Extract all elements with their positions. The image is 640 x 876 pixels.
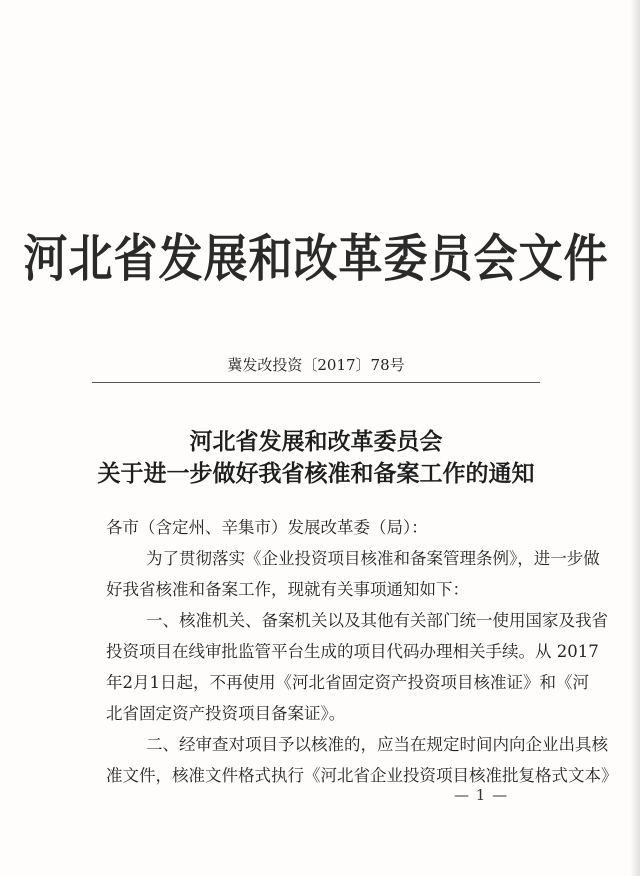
body-line: 一、核准机关、备案机关以及其他有关部门统一使用国家及我省 [146,611,608,630]
body-line: 北省固定资产投资项目备案证》。 [106,704,346,723]
body-line: 年2月1日起，不再使用《河北省固定资产投资项目核准证》和《河 [106,673,589,692]
notice-title-line-2: 关于进一步做好我省核准和备案工作的通知 [97,460,535,487]
body-line: 二、经审查对项目予以核准的，应当在规定时间内向企业出具核 [146,735,608,754]
document-number: 冀发改投资〔2017〕78号 [227,356,405,374]
header-divider [92,382,540,383]
notice-title-line-1: 河北省发展和改革委员会 [189,428,443,455]
body-line: 投资项目在线审批监管平台生成的项目代码办理相关手续。从 2017 [106,642,599,661]
scan-edge-shadow [630,0,640,876]
body-line: 好我省核准和备案工作，现就有关事项通知如下： [106,580,469,599]
page-number: — 1 — [454,786,509,804]
body-line: 准文件，核准文件格式执行《河北省企业投资项目核准批复格式文本》 [106,766,618,785]
document-header-title: 河北省发展和改革委员会文件 [23,229,609,289]
body-line: 为了贯彻落实《企业投资项目核准和备案管理条例》，进一步做 [146,549,600,568]
body-line-salutation: 各市（含定州、辛集市）发展改革委（局）： [106,518,428,537]
